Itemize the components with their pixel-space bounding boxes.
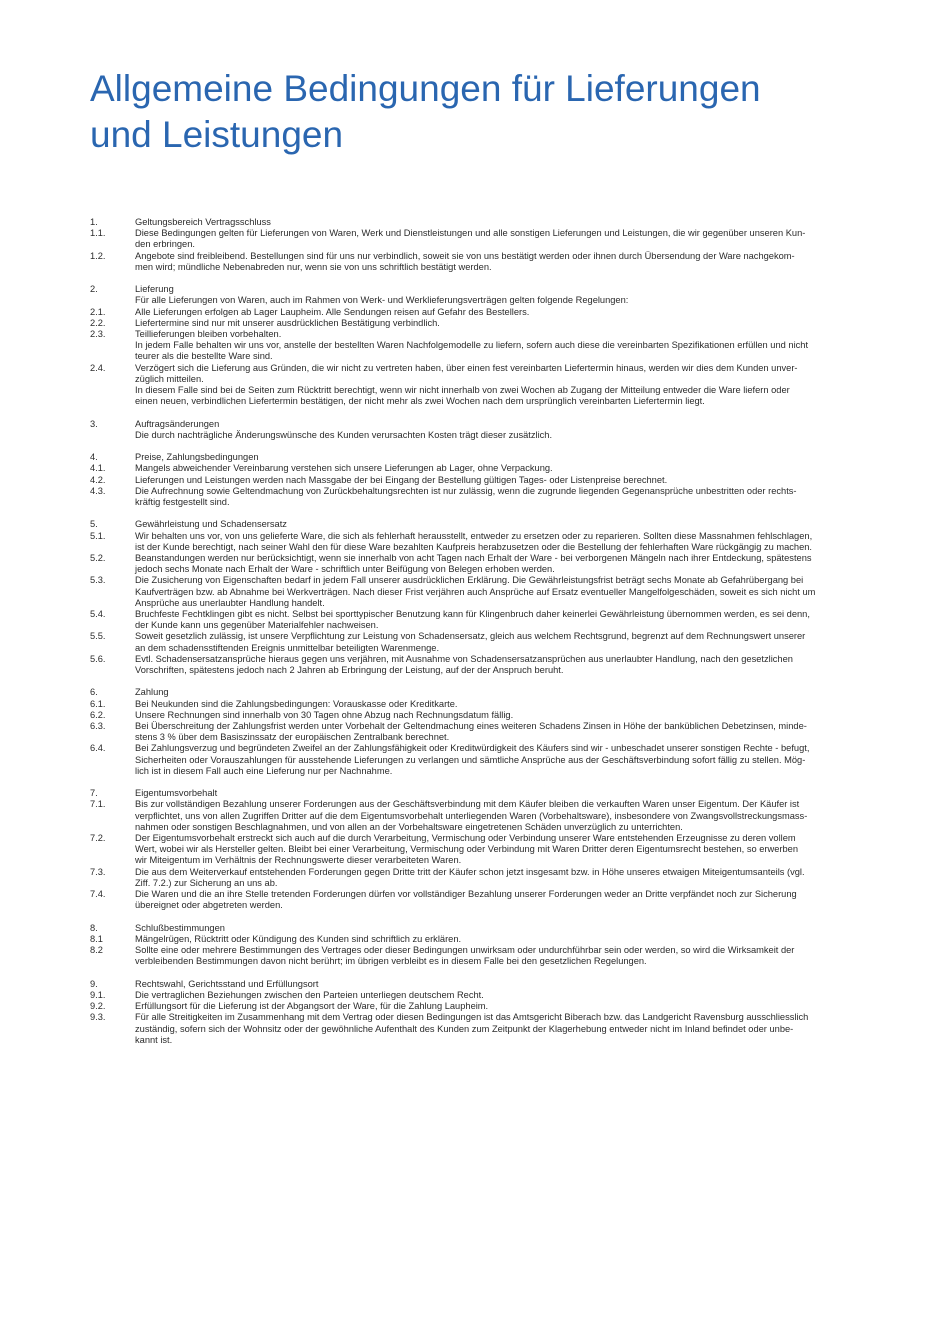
clause-number: 6.2. [90, 709, 106, 720]
clause-row [90, 284, 870, 295]
clause-text: lich ist in diesem Fall auch eine Lieferung nur per Nachnahme. [135, 765, 393, 776]
clause-number: 7.3. [90, 866, 106, 877]
clause-text: Für alle Lieferungen von Waren, auch im Rahmen von Werk- und Werklieferungsverträgen gelten folgende Regelungen: [135, 295, 629, 306]
clause-row [90, 900, 870, 911]
clause-text: teurer als die bestellte Ware sind. [135, 351, 273, 362]
terms-content [90, 217, 870, 1057]
clause-row [90, 1024, 870, 1035]
clause-row [90, 519, 870, 530]
clause-number [90, 351, 135, 362]
clause-text: Für alle Streitigkeiten im Zusammenhang mit dem Vertrag oder diesen Bedingungen ist das Amtsgericht Biberach bzw. das Landgericht Ravensburg ausschliesslich [135, 1012, 809, 1023]
clause-text: Vorschriften, spätestens jedoch nach 2 Jahren ab Erbringung der Leistung, auf der der Anspruch beruht. [135, 665, 564, 676]
clause-row [90, 956, 870, 967]
clause-number [90, 878, 135, 889]
clause-row [90, 699, 870, 710]
clause-text: verpflichtet, uns von allen Zugriffen Dritter auf die dem Eigentumsvorbehalt unterliegenden Waren (Vorbehaltsware), insbesondere von Zwangsvollstreckungsmass- [135, 810, 808, 821]
clause-number [90, 620, 135, 631]
clause-text: Schlußbestimmungen [135, 922, 225, 933]
clause-text: kannt ist. [135, 1034, 173, 1045]
clause-text: stens 3 % über dem Basiszinssatz der europäischen Zentralbank berechnet. [135, 732, 450, 743]
clause-row [90, 475, 870, 486]
clause-number: 5.1. [90, 530, 106, 541]
clause-row [90, 497, 870, 508]
clause-number: 9.2. [90, 1001, 106, 1012]
clause-row [90, 486, 870, 497]
clause-row [90, 452, 870, 463]
clause-text: Mangels abweichender Vereinbarung verstehen sich unsere Lieferungen ab Lager, ohne Verpackung. [135, 463, 553, 474]
clause-row [90, 788, 870, 799]
clause-row [90, 643, 870, 654]
clause-text: Liefertermine sind nur mit unserer ausdrücklichen Bestätigung verbindlich. [135, 317, 440, 328]
clause-row [90, 811, 870, 822]
clause-row [90, 878, 870, 889]
clause-text: Sicherheiten oder Vorauszahlungen für ausstehende Lieferungen zu verlangen und sämtliche Ansprüche aus der Geschäftsverbindung sofort fällig zu stellen. Mög- [135, 754, 806, 765]
clause-text: Die Waren und die an ihre Stelle tretenden Forderungen dürfen vor vollständiger Bezahlung unserer Forderungen weder an Dritte verpfändet noch zur Sicherung [135, 889, 797, 900]
clause-number: 8.2 [90, 945, 103, 956]
page-title-line-1: Allgemeine Bedingungen für Lieferungen [90, 68, 761, 109]
clause-row [90, 251, 870, 262]
clause-text: Angebote sind freibleibend. Bestellungen sind für uns nur verbindlich, soweit sie von uns bestätigt werden oder ihnen durch Übersendung der Ware nachgekom- [135, 250, 795, 261]
clause-row [90, 867, 870, 878]
clause-text: Geltungsbereich Vertragsschluss [135, 217, 271, 227]
clause-text: ist der Kunde berechtigt, nach seiner Wahl den für diese Ware bezahlten Kaufpreis herabzusetzen oder die Bestellung der fehlerhaften Ware rückgängig zu machen. [135, 541, 813, 552]
clause-number [90, 766, 135, 777]
clause-row [90, 889, 870, 900]
clause-number [90, 732, 135, 743]
terms-section [90, 979, 870, 1046]
clause-number: 7.4. [90, 889, 106, 900]
clause-number: 7.2. [90, 833, 106, 844]
clause-row [90, 631, 870, 642]
clause-text: Kaufverträgen bzw. ab Abnahme bei Werkverträgen. Nach dieser Frist verjähren auch Ansprüche auf Ersatz eventueller Mangelfolgeschäden, soweit es sich nicht um [135, 586, 816, 597]
clause-row [90, 419, 870, 430]
clause-row [90, 542, 870, 553]
clause-row [90, 665, 870, 676]
clause-number [90, 430, 135, 441]
clause-text: der Kunde kann uns gegenüber Materialfehler nachweisen. [135, 620, 379, 631]
clause-number: 5.3. [90, 575, 106, 586]
clause-row [90, 799, 870, 810]
clause-row [90, 307, 870, 318]
clause-number: 8.1 [90, 933, 103, 944]
clause-text: Evtl. Schadensersatzansprüche hieraus gegen uns verjähren, mit Ausnahme von Schadensersatzansprüchen aus unerlaubter Handlung, nach den gesetzlichen [135, 653, 793, 664]
clause-text: Lieferungen und Leistungen werden nach Massgabe der bei Eingang der Bestellung gültigen Tages- oder Listenpreise berechnet. [135, 474, 668, 485]
clause-row [90, 620, 870, 631]
clause-row [90, 710, 870, 721]
clause-number [90, 374, 135, 385]
clause-number: 2.3. [90, 329, 106, 340]
clause-number: 1.1. [90, 228, 106, 239]
clause-text: Die Zusicherung von Eigenschaften bedarf in jedem Fall unserer ausdrücklichen Erklärung. Die Gewährleistungsfrist beträgt sechs Monate ab Gefahrübergang bei [135, 575, 804, 586]
clause-number [90, 822, 135, 833]
clause-text: Beanstandungen werden nur berücksichtigt, wenn sie innerhalb von acht Tagen nach Erhalt der Ware - bei verborgenen Mängeln nach ihrer Entdeckung, spätestens [135, 553, 812, 564]
terms-section [90, 217, 870, 273]
clause-text: jedoch sechs Monate nach Erhalt der Ware - schriftlich unter Beifügung von Belegen erhoben werden. [135, 564, 555, 575]
clause-row [90, 990, 870, 1001]
clause-text: Verzögert sich die Lieferung aus Gründen, die wir nicht zu vertreten haben, über einen fest vereinbarten Liefertermin hinaus, werden wir dies dem Kunden unver- [135, 362, 798, 373]
clause-row [90, 609, 870, 620]
clause-row [90, 217, 870, 228]
clause-text: Zahlung [135, 687, 169, 698]
clause-row [90, 923, 870, 934]
clause-row [90, 934, 870, 945]
clause-text: Die aus dem Weiterverkauf entstehenden Forderungen gegen Dritte tritt der Käufer schon jetzt insgesamt bzw. in Höhe unseres etwaigen Miteigentumsanteils (vgl. [135, 866, 805, 877]
clause-text: Die Aufrechnung sowie Geltendmachung von Zurückbehaltungsrechten ist nur zulässig, wenn die zugrunde liegenden Gegenansprüche unbestritten oder rechts- [135, 485, 797, 496]
clause-row [90, 396, 870, 407]
clause-number: 6. [90, 687, 98, 698]
clause-number: 7.1. [90, 799, 106, 810]
clause-row [90, 430, 870, 441]
clause-row [90, 1012, 870, 1023]
clause-row [90, 766, 870, 777]
clause-text: In jedem Falle behalten wir uns vor, anstelle der bestellten Waren Nachfolgemodelle zu liefern, sofern auch diese die vereinbarten Spezifikationen erfüllen und nicht [135, 340, 809, 351]
clause-text: Rechtswahl, Gerichtsstand und Erfüllungsort [135, 978, 319, 989]
clause-number: 9. [90, 978, 98, 989]
clause-row [90, 855, 870, 866]
clause-text: Erfüllungsort für die Lieferung ist der Abgangsort der Ware, für die Zahlung Laupheim. [135, 1001, 489, 1012]
clause-row [90, 363, 870, 374]
clause-row [90, 228, 870, 239]
clause-row [90, 340, 870, 351]
clause-number: 2. [90, 284, 98, 295]
clause-number: 6.1. [90, 698, 106, 709]
clause-row [90, 463, 870, 474]
clause-row [90, 587, 870, 598]
clause-number [90, 564, 135, 575]
terms-section [90, 452, 870, 508]
clause-number [90, 844, 135, 855]
clause-text: men wird; mündliche Nebenabreden nur, wenn sie von uns schriftlich bestätigt werden. [135, 261, 492, 272]
clause-text: Mängelrügen, Rücktritt oder Kündigung des Kunden sind schriftlich zu erklären. [135, 933, 462, 944]
clause-text: wir Miteigentum im Verhältnis der Rechnungswerte dieser verarbeiteten Waren. [135, 855, 462, 866]
clause-number: 5.2. [90, 553, 106, 564]
clause-text: Die durch nachträgliche Änderungswünsche des Kunden verursachten Kosten trägt dieser zusätzlich. [135, 429, 553, 440]
clause-number: 4. [90, 452, 98, 463]
clause-text: Bruchfeste Fechtklingen gibt es nicht. Selbst bei sporttypischer Benutzung kann für Klingenbruch daher keinerlei Gewährleistung übernommen werden, es sei denn, [135, 609, 810, 620]
clause-text: Ziff. 7.2.) zur Sicherung an uns ab. [135, 877, 278, 888]
clause-text: Bei Neukunden sind die Zahlungsbedingungen: Vorauskasse oder Kreditkarte. [135, 698, 458, 709]
clause-text: Unsere Rechnungen sind innerhalb von 30 Tagen ohne Abzug nach Rechnungsdatum fällig. [135, 709, 514, 720]
clause-text: Lieferung [135, 284, 174, 295]
clause-row [90, 564, 870, 575]
clause-text: Preise, Zahlungsbedingungen [135, 452, 259, 463]
clause-row [90, 721, 870, 732]
clause-number: 9.1. [90, 989, 106, 1000]
clause-number [90, 900, 135, 911]
clause-number [90, 643, 135, 654]
clause-number [90, 855, 135, 866]
clause-row [90, 531, 870, 542]
clause-row [90, 575, 870, 586]
clause-number [90, 239, 135, 250]
clause-row [90, 687, 870, 698]
clause-number: 1.2. [90, 250, 106, 261]
clause-row [90, 318, 870, 329]
terms-section [90, 284, 870, 407]
clause-text: In diesem Falle sind bei de Seiten zum Rücktritt berechtigt, wenn wir nicht innerhalb von zwei Wochen ab Zugang der Mitteilung entweder die Ware liefern oder [135, 385, 790, 396]
clause-number: 6.3. [90, 721, 106, 732]
clause-number [90, 665, 135, 676]
clause-text: Teillieferungen bleiben vorbehalten. [135, 329, 282, 340]
clause-number [90, 1024, 135, 1035]
clause-text: nahmen oder sonstigen Beschlagnahmen, und von allen an der Vorbehaltsware eingetretenen Schäden unverzüglich zu unterrichten. [135, 821, 683, 832]
clause-row [90, 833, 870, 844]
clause-row [90, 374, 870, 385]
clause-text: verbleibenden Bestimmungen davon nicht berührt; im übrigen verbleibt es in diesem Falle bei den gesetzlichen Regelungen. [135, 956, 647, 967]
terms-section [90, 519, 870, 676]
clause-text: Auftragsänderungen [135, 418, 220, 429]
clause-text: Gewährleistung und Schadensersatz [135, 519, 287, 530]
page-title-line-2: und Leistungen [90, 114, 344, 155]
clause-number [90, 598, 135, 609]
clause-number [90, 587, 135, 598]
clause-number [90, 295, 135, 306]
clause-text: übereignet oder abgetreten werden. [135, 900, 283, 911]
clause-text: Ansprüche aus unerlaubter Handlung handelt. [135, 597, 325, 608]
clause-row [90, 351, 870, 362]
clause-row [90, 239, 870, 250]
clause-number [90, 262, 135, 273]
clause-row [90, 755, 870, 766]
clause-number [90, 755, 135, 766]
clause-text: Bis zur vollständigen Bezahlung unserer Forderungen aus der Geschäftsverbindung mit dem Käufer bleiben die verkauften Waren unser Eigentum. Der Käufer ist [135, 799, 800, 810]
clause-text: den erbringen. [135, 239, 195, 250]
clause-number: 7. [90, 788, 98, 799]
clause-number: 6.4. [90, 743, 106, 754]
clause-number [90, 956, 135, 967]
clause-number [90, 396, 135, 407]
clause-number: 5.6. [90, 653, 106, 664]
clause-text: Sollte eine oder mehrere Bestimmungen des Vertrages oder dieser Bedingungen unwirksam oder undurchführbar sein oder werden, so wird die Wirksamkeit der [135, 945, 795, 956]
clause-text: Bei Überschreitung der Zahlungsfrist werden unter Vorbehalt der Geltendmachung eines weiteren Schadens Zinsen in Höhe der banküblichen Debetzinsen, minde- [135, 721, 807, 732]
clause-text: Soweit gesetzlich zulässig, ist unsere Verpflichtung zur Leistung von Schadensersatz, gleich aus welchem Rechtsgrund, begrenzt auf dem Rechnungswert unserer [135, 631, 806, 642]
clause-number: 5. [90, 519, 98, 530]
clause-number: 4.3. [90, 485, 106, 496]
clause-row [90, 654, 870, 665]
clause-text: Wir behalten uns vor, von uns gelieferte Ware, die sich als fehlerhaft herausstellt, entweder zu ersetzen oder zu reparieren. Sollten diese Massnahmen fehlschlagen, [135, 530, 813, 541]
clause-text: kräftig festgestellt sind. [135, 497, 230, 508]
clause-text: an dem schadensstiftenden Ereignis unmittelbar beteiligten Warenmenge. [135, 642, 440, 653]
clause-text: Bei Zahlungsverzug und begründeten Zweifel an der Zahlungsfähigkeit oder Kreditwürdigkeit des Käufers sind wir - unbeschadet unserer sonstigen Rechte - befugt, [135, 743, 810, 754]
clause-row [90, 1035, 870, 1046]
clause-number: 1. [90, 217, 98, 227]
clause-text: zuständig, sofern sich der Wohnsitz oder der gewöhnliche Aufenthalt des Kunden zum Zeitpunkt der Klagerhebung entweder nicht im Inland befindet oder unbe- [135, 1023, 794, 1034]
clause-number: 2.4. [90, 362, 106, 373]
clause-number [90, 811, 135, 822]
clause-text: Der Eigentumsvorbehalt erstreckt sich auch auf die durch Verarbeitung, Vermischung oder Verbindung unserer Ware entstehenden Erzeugnisse zu deren vollem [135, 833, 796, 844]
terms-section [90, 687, 870, 777]
clause-number: 9.3. [90, 1012, 106, 1023]
clause-number: 5.5. [90, 631, 106, 642]
clause-row [90, 822, 870, 833]
clause-number: 2.1. [90, 306, 106, 317]
clause-row [90, 1001, 870, 1012]
clause-number [90, 497, 135, 508]
clause-number: 2.2. [90, 317, 106, 328]
clause-number: 3. [90, 418, 98, 429]
clause-row [90, 329, 870, 340]
clause-number: 5.4. [90, 609, 106, 620]
clause-row [90, 979, 870, 990]
clause-number [90, 1035, 135, 1046]
clause-row [90, 262, 870, 273]
clause-row [90, 743, 870, 754]
clause-text: Diese Bedingungen gelten für Lieferungen von Waren, Werk und Dienstleistungen und alle sonstigen Lieferungen und Leistungen, die wir gegenüber unseren Kun- [135, 228, 806, 239]
clause-row [90, 385, 870, 396]
clause-number [90, 340, 135, 351]
page-title [90, 66, 890, 158]
clause-text: Alle Lieferungen erfolgen ab Lager Laupheim. Alle Sendungen reisen auf Gefahr des Bestellers. [135, 306, 530, 317]
clause-row [90, 553, 870, 564]
clause-row [90, 598, 870, 609]
clause-row [90, 844, 870, 855]
clause-text: züglich mitteilen. [135, 373, 204, 384]
terms-section [90, 788, 870, 911]
terms-section [90, 923, 870, 968]
clause-number [90, 385, 135, 396]
clause-number: 4.1. [90, 463, 106, 474]
clause-number: 4.2. [90, 474, 106, 485]
clause-row [90, 295, 870, 306]
clause-text: Wert, wobei wir als Hersteller gelten. Bleibt bei einer Verarbeitung, Vermischung oder Verbindung mit Waren Dritter deren Eigentumsrecht bestehen, so erwerben [135, 844, 798, 855]
clause-number: 8. [90, 922, 98, 933]
clause-text: einen neuen, verbindlichen Liefertermin bestätigen, der nicht mehr als zwei Wochen nach dem ursprünglich vereinbarten Liefertermin liegt. [135, 396, 705, 407]
clause-row [90, 732, 870, 743]
terms-section [90, 419, 870, 441]
clause-text: Eigentumsvorbehalt [135, 788, 218, 799]
clause-number [90, 542, 135, 553]
clause-row [90, 945, 870, 956]
clause-text: Die vertraglichen Beziehungen zwischen den Parteien unterliegen deutschem Recht. [135, 989, 484, 1000]
